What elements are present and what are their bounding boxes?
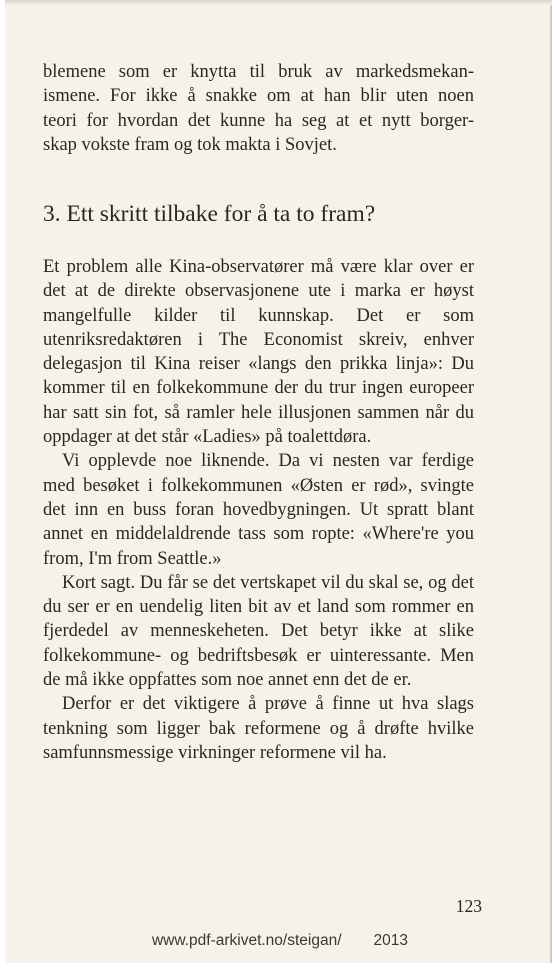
paragraph-2: Vi opplevde noe liknende. Da vi nesten var ferdige med besøket i folkekommunen «Østen er rød», svingte det inn en buss foran hovedbygningen. Ut spratt blant annet en middelaldrende tass som ropte: «Where're you from, I'm from Seattle.» xyxy=(43,451,474,569)
intro-paragraph xyxy=(43,60,474,157)
body-text xyxy=(43,255,474,765)
intro-line: skap vokste fram og tok makta i Sovjet. xyxy=(43,134,337,155)
footer-year: 2013 xyxy=(373,932,409,949)
intro-line: teori for hvordan det kunne ha seg at et nytt borger- xyxy=(43,110,474,131)
intro-line: blemene som er knytta til bruk av markedsmekan- xyxy=(43,62,474,82)
section-heading: 3. Ett skritt tilbake for å ta to fram? xyxy=(43,201,376,227)
intro-text xyxy=(43,60,474,157)
paragraph-4: Derfor er det viktigere å prøve å finne ut hva slags tenkning som ligger bak reformene og å drøfte hvilke samfunnsmessige virkninger reformene vil ha. xyxy=(43,694,474,763)
paragraph-3: Kort sagt. Du får se det vertskapet vil du skal se, og det du ser er en uendelig liten bit av et land som rommer en fjerdedel av menneskeheten. Det betyr ikke at slike folkekommune- og bedriftsbesøk er uinteressante. Men de må ikke oppfattes som noe annet enn det de er. xyxy=(43,572,474,691)
paragraph-1: Et problem alle Kina-observatører må være klar over er det at de direkte observasjonene ute i marka er høyst mangelfulle kilder til kunnskap. Det er som utenriksredaktøren i The Economist skreiv, enhver delegasjon til Kina reiser «langs den prikka linja»: Du kommer til en folkekommune der du trur ingen europeer har satt sin fot, så ramler hele illusjonen sammen når du oppdager at det står «Ladies» på toalettdøra. xyxy=(43,257,474,448)
intro-line: ismene. For ikke å snakke om at han blir uten noen xyxy=(43,86,474,107)
footer-url[interactable]: www.pdf-arkivet.no/steigan/ xyxy=(151,932,342,949)
page-number: 123 xyxy=(455,896,482,916)
footer xyxy=(0,932,560,950)
